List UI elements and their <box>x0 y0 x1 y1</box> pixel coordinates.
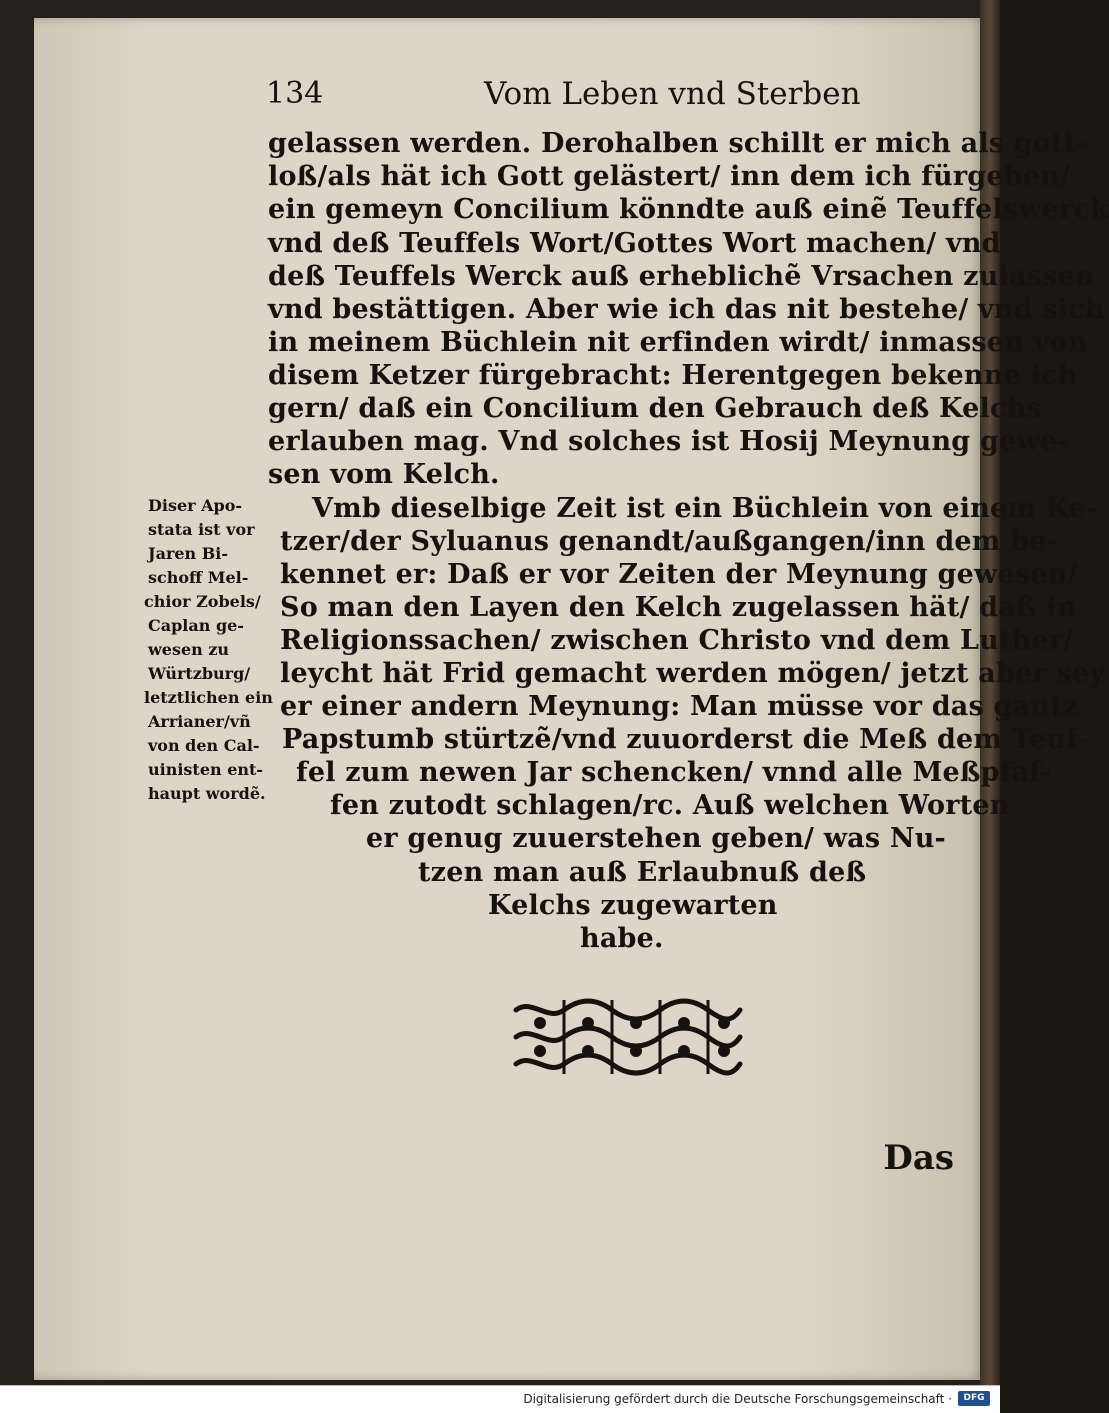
margin-note-line: von den Cal- <box>148 736 260 755</box>
catchword: Das <box>883 1138 954 1178</box>
margin-note-line: Caplan ge- <box>148 616 244 635</box>
body-line: gern/ daß ein Concilium den Gebrauch deß Kelchs <box>268 393 1042 424</box>
body-line: ein gemeyn Concilium könndte auß einẽ Teuffelswerck <box>268 194 1109 225</box>
folio-number: 134 <box>266 76 324 111</box>
margin-note-line: haupt wordẽ. <box>148 784 266 803</box>
margin-note-line: Würtzburg/ <box>148 664 251 683</box>
body-line: kennet er: Daß er vor Zeiten der Meynung gewesen/ <box>280 559 1078 590</box>
body-line: Religionssachen/ zwischen Christo vnd dem Luther/ <box>280 625 1074 656</box>
margin-note-line: wesen zu <box>148 640 230 659</box>
margin-note-line: Arrianer/vñ <box>148 712 251 731</box>
body-line: vnd bestättigen. Aber wie ich das nit bestehe/ vnd sich <box>268 294 1105 325</box>
margin-note-line: schoff Mel- <box>148 568 249 587</box>
margin-note-line: chior Zobels/ <box>144 592 261 611</box>
margin-note-line: Diser Apo- <box>148 496 243 515</box>
body-line: er einer andern Meynung: Man müsse vor das gantz <box>280 691 1079 722</box>
body-line: erlauben mag. Vnd solches ist Hosij Meynung gewe- <box>268 426 1069 457</box>
body-line: leycht hät Frid gemacht werden mögen/ jetzt aber sey <box>280 658 1106 689</box>
body-line: fen zutodt schlagen/rc. Auß welchen Worten <box>330 790 1010 821</box>
dfg-logo-icon: DFG <box>958 1391 990 1406</box>
body-line: fel zum newen Jar schencken/ vnnd alle Meßpfaf- <box>296 757 1052 788</box>
body-line: disem Ketzer fürgebracht: Herentgegen bekenne ich <box>268 360 1078 391</box>
body-line: gelassen werden. Derohalben schillt er mich als gott- <box>268 128 1088 159</box>
body-line: Papstumb stürtzẽ/vnd zuuorderst die Meß dem Teuf- <box>282 724 1089 755</box>
margin-note-line: stata ist vor <box>148 520 255 539</box>
margin-note-line: letztlichen ein <box>144 688 273 707</box>
body-line: Vmb dieselbige Zeit ist ein Büchlein von einem Ke- <box>312 493 1098 524</box>
body-line: vnd deß Teuffels Wort/Gottes Wort machen/ vnd <box>268 228 1001 259</box>
body-line: habe. <box>580 923 664 954</box>
body-line: Kelchs zugewarten <box>488 890 778 921</box>
margin-note-line: Jaren Bi- <box>148 544 228 563</box>
margin-note-line: uinisten ent- <box>148 760 264 779</box>
running-head: Vom Leben vnd Sterben <box>484 76 861 112</box>
body-line: deß Teuffels Werck auß erheblichẽ Vrsachen zulassen <box>268 261 1095 292</box>
body-line: tzer/der Syluanus genandt/außgangen/inn dem be- <box>280 526 1059 557</box>
body-line: So man den Layen den Kelch zugelassen hät/ daß in <box>280 592 1077 623</box>
digitization-footer <box>0 1385 1000 1413</box>
body-line: sen vom Kelch. <box>268 459 500 490</box>
footer-credit: Digitalisierung gefördert durch die Deutsche Forschungsgemeinschaft · <box>523 1392 952 1406</box>
printers-ornament-icon <box>508 996 746 1078</box>
body-line: loß/als hät ich Gott gelästert/ inn dem ich fürgeben/ <box>268 161 1071 192</box>
body-line: in meinem Büchlein nit erfinden wirdt/ inmassen von <box>268 327 1088 358</box>
body-line: er genug zuuerstehen geben/ was Nu- <box>366 823 946 854</box>
body-line: tzen man auß Erlaubnuß deß <box>418 857 867 888</box>
